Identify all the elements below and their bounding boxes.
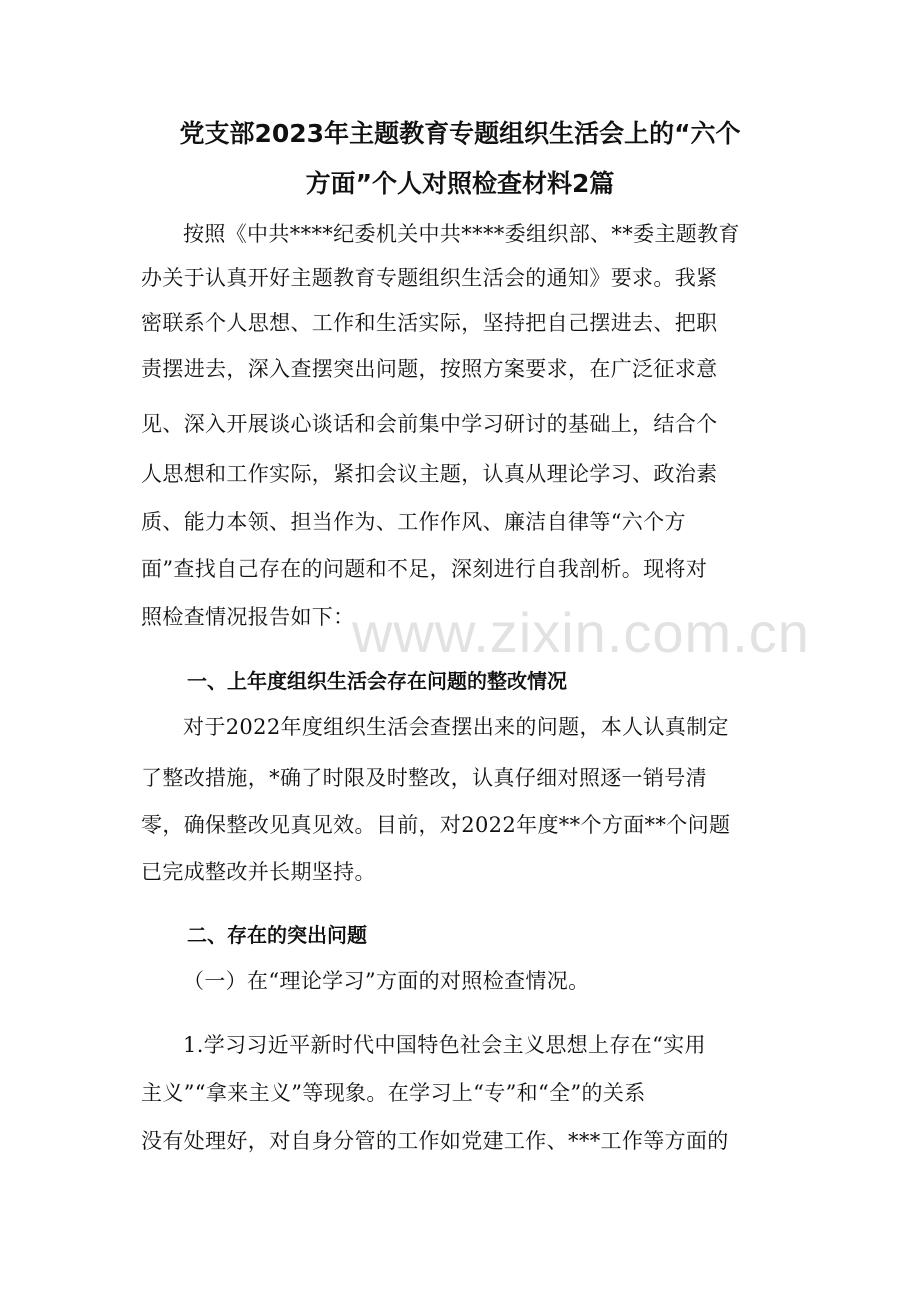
section1-line: 了整改措施，*确了时限及时整改，认真仔细对照逐一销号清 [141,766,707,790]
item1-line: 主义”“拿来主义”等现象。在学习上“专”和“全”的关系 [141,1081,646,1105]
item1-line: 1.学习习近平新时代中国特色社会主义思想上存在“实用 [183,1033,706,1057]
section1-line: 零，确保整改见真见效。目前，对2022年度**个方面**个问题 [141,813,731,837]
intro-line: 照检查情况报告如下： [141,605,355,629]
intro-line: 质、能力本领、担当作为、工作作风、廉洁自律等“六个方 [141,510,686,534]
intro-line: 密联系个人思想、工作和生活实际，坚持把自己摆进去、把职 [141,311,718,335]
intro-line: 责摆进去，深入查摆突出问题，按照方案要求，在广泛征求意 [141,357,718,381]
section-heading-1: 一、上年度组织生活会存在问题的整改情况 [187,669,567,693]
section1-line: 对于2022年度组织生活会查摆出来的问题，本人认真制定 [183,715,729,739]
intro-line: 面”查找自己存在的问题和不足，深刻进行自我剖析。现将对 [141,557,708,581]
intro-line: 见、深入开展谈心谈话和会前集中学习研讨的基础上，结合个 [141,412,718,436]
section1-line: 已完成整改并长期坚持。 [141,860,376,884]
item1-line: 没有处理好，对自身分管的工作如党建工作、***工作等方面的 [141,1129,729,1153]
intro-line: 办关于认真开好主题教育专题组织生活会的通知》要求。我紧 [141,266,718,290]
intro-line: 按照《中共****纪委机关中共****委组织部、**委主题教育 [183,222,740,246]
section-heading-2: 二、存在的突出问题 [187,923,367,947]
intro-line: 人思想和工作实际，紧扣会议主题，认真从理论学习、政治素 [141,462,718,486]
document-title-line-1: 党支部2023年主题教育专题组织生活会上的“六个 [179,119,741,148]
document-title-line-2: 方面”个人对照检查材料2篇 [305,169,615,198]
subsection-heading: （一）在“理论学习”方面的对照检查情况。 [183,969,590,993]
watermark: www.zixin.com.cn [352,601,810,664]
